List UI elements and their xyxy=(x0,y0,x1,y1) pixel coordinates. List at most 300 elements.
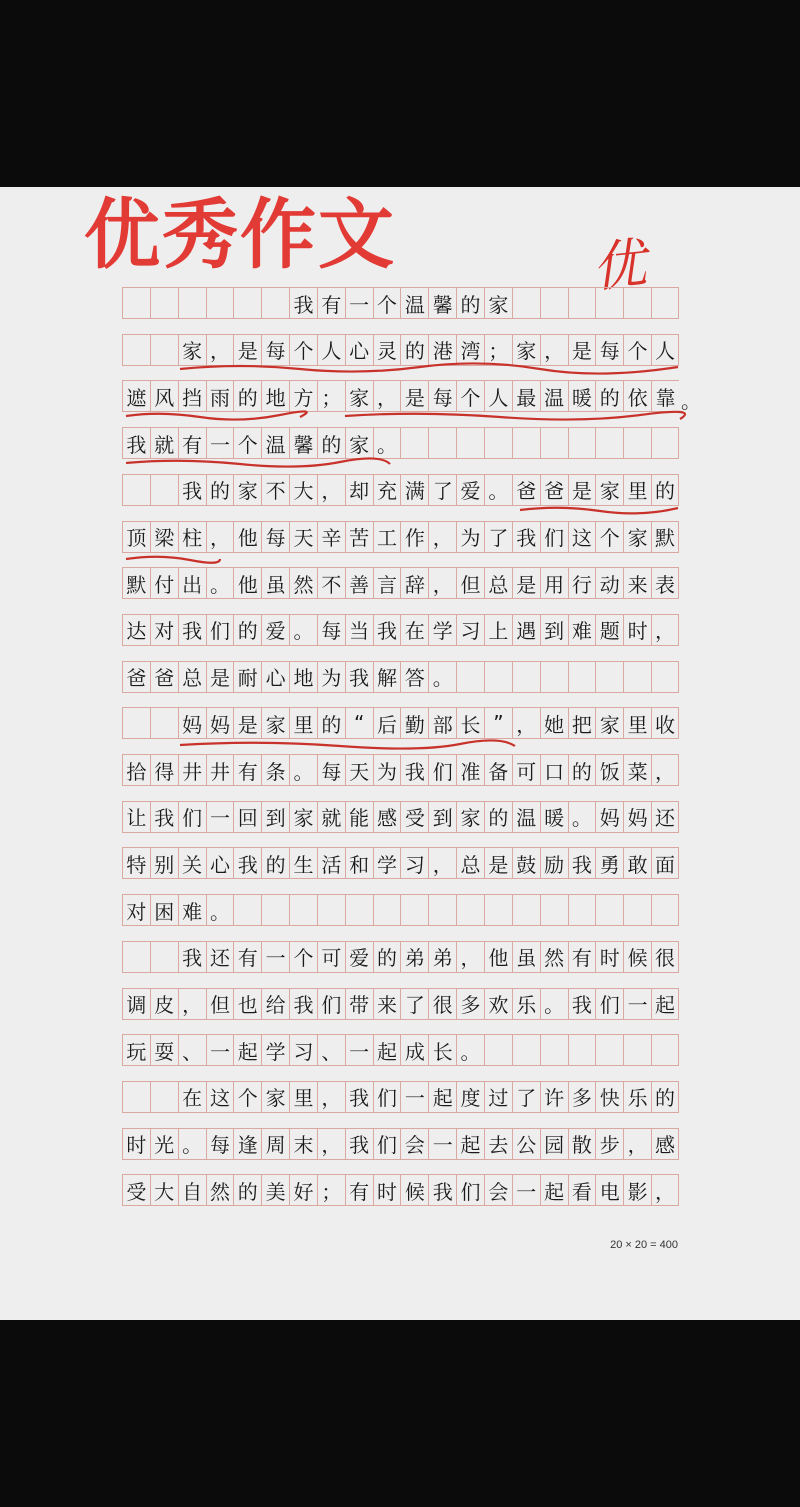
grid-cell: 。 xyxy=(206,895,234,925)
grid-cell: 为 xyxy=(317,662,345,692)
grid-cell: 学 xyxy=(373,848,401,878)
grid-cell: 时 xyxy=(623,615,651,645)
grid-cell xyxy=(122,475,150,505)
grid-cell: 后 xyxy=(373,708,401,738)
grid-cell: 默 xyxy=(122,568,150,598)
grid-cell xyxy=(150,708,178,738)
grid-cell: 行 xyxy=(568,568,596,598)
grid-cell: 天 xyxy=(345,755,373,785)
grid-cell: 的 xyxy=(233,381,261,411)
grid-cell: 在 xyxy=(178,1082,206,1112)
grid-cell xyxy=(206,288,234,318)
grid-cell: 口 xyxy=(540,755,568,785)
grid-cell: 耍 xyxy=(150,1035,178,1065)
grid-cell: 们 xyxy=(595,989,623,1019)
grid-cell: 温 xyxy=(261,428,289,458)
grid-cell: 感 xyxy=(651,1129,679,1159)
grid-cell: 出 xyxy=(178,568,206,598)
grid-cell: 上 xyxy=(484,615,512,645)
grid-cell: 起 xyxy=(428,1082,456,1112)
text-row xyxy=(122,380,701,414)
essay-paper xyxy=(0,187,800,1320)
grid-cell: 井 xyxy=(178,755,206,785)
grid-cell: 个 xyxy=(233,1082,261,1112)
text-row xyxy=(122,614,679,646)
grid-cell: 人 xyxy=(484,381,512,411)
grid-cell: ， xyxy=(456,942,484,972)
grid-cell: 给 xyxy=(261,989,289,1019)
grid-cell: 散 xyxy=(568,1129,596,1159)
grid-cell: 了 xyxy=(512,1082,540,1112)
grid-cell xyxy=(456,895,484,925)
grid-cell xyxy=(623,288,651,318)
grid-cell: 虽 xyxy=(261,568,289,598)
grade-mark: 优 xyxy=(588,231,650,300)
grid-cell: 的 xyxy=(373,942,401,972)
grid-cell: 会 xyxy=(400,1129,428,1159)
grid-cell xyxy=(540,662,568,692)
grid-cell: 每 xyxy=(317,615,345,645)
grid-cell: 一 xyxy=(261,942,289,972)
grid-cell: 特 xyxy=(122,848,150,878)
grid-cell: 和 xyxy=(345,848,373,878)
grid-cell: 家 xyxy=(623,522,651,552)
grid-cell: 自 xyxy=(178,1175,206,1205)
grid-cell: 成 xyxy=(400,1035,428,1065)
grid-cell xyxy=(122,1082,150,1112)
grid-cell xyxy=(595,1035,623,1065)
grid-cell: 。 xyxy=(428,662,456,692)
grid-cell xyxy=(150,475,178,505)
grid-cell xyxy=(512,895,540,925)
grid-cell: 部 xyxy=(428,708,456,738)
grid-cell: 们 xyxy=(317,989,345,1019)
grid-cell xyxy=(150,942,178,972)
grid-cell xyxy=(122,708,150,738)
grid-cell: 苦 xyxy=(345,522,373,552)
grid-cell: 妈 xyxy=(178,708,206,738)
grid-cell: 地 xyxy=(289,662,317,692)
grid-cell: 题 xyxy=(595,615,623,645)
grid-cell: 不 xyxy=(261,475,289,505)
grid-cell: 条 xyxy=(261,755,289,785)
grid-cell: 的 xyxy=(484,802,512,832)
grid-cell: 爸 xyxy=(150,662,178,692)
grid-cell: 受 xyxy=(122,1175,150,1205)
grid-cell: 在 xyxy=(400,615,428,645)
grid-cell: 每 xyxy=(261,335,289,365)
grid-cell: 很 xyxy=(651,942,679,972)
grid-cell: 我 xyxy=(289,989,317,1019)
grid-cell: 爱 xyxy=(345,942,373,972)
grid-cell: 家 xyxy=(233,475,261,505)
grid-cell: 每 xyxy=(206,1129,234,1159)
grid-cell: 起 xyxy=(651,989,679,1019)
grid-cell: 们 xyxy=(373,1129,401,1159)
grid-cell: 。 xyxy=(178,1129,206,1159)
grid-cell: 长 xyxy=(456,708,484,738)
grid-cell: 心 xyxy=(206,848,234,878)
grid-cell: 用 xyxy=(540,568,568,598)
grid-cell xyxy=(595,288,623,318)
grid-cell: 好 xyxy=(289,1175,317,1205)
text-row xyxy=(122,754,679,786)
grid-cell xyxy=(484,1035,512,1065)
grid-cell: 了 xyxy=(400,989,428,1019)
grid-cell: 妈 xyxy=(595,802,623,832)
grid-cell: 度 xyxy=(456,1082,484,1112)
grid-cell: 暖 xyxy=(540,802,568,832)
grid-cell: 依 xyxy=(623,381,651,411)
grid-cell xyxy=(289,895,317,925)
grid-cell: 把 xyxy=(568,708,596,738)
grid-cell: ， xyxy=(317,1082,345,1112)
grid-cell: 表 xyxy=(651,568,679,598)
text-row xyxy=(122,334,679,366)
grid-cell: 们 xyxy=(540,522,568,552)
text-row xyxy=(122,941,679,973)
grid-cell xyxy=(540,428,568,458)
grid-cell: 关 xyxy=(178,848,206,878)
grid-cell: 为 xyxy=(456,522,484,552)
grid-cell: 港 xyxy=(428,335,456,365)
grid-cell: 们 xyxy=(428,755,456,785)
grid-cell: 可 xyxy=(512,755,540,785)
grid-cell: 答 xyxy=(400,662,428,692)
grid-cell: 感 xyxy=(373,802,401,832)
text-row xyxy=(122,801,679,833)
grid-cell: 家 xyxy=(512,335,540,365)
text-row xyxy=(122,521,679,553)
grid-cell: 拾 xyxy=(122,755,150,785)
grid-cell xyxy=(623,662,651,692)
grid-cell xyxy=(261,288,289,318)
grid-cell xyxy=(122,288,150,318)
grid-cell xyxy=(345,895,373,925)
grid-cell: 学 xyxy=(261,1035,289,1065)
grid-cell: 心 xyxy=(345,335,373,365)
grid-cell: ， xyxy=(651,1175,679,1205)
grid-cell: 满 xyxy=(400,475,428,505)
grid-count: 20 × 20 = 400 xyxy=(610,1239,678,1251)
grid-cell: 的 xyxy=(400,335,428,365)
grid-cell: 里 xyxy=(623,708,651,738)
manuscript-grid xyxy=(122,287,701,1222)
grid-cell: 是 xyxy=(484,848,512,878)
grid-cell xyxy=(233,895,261,925)
grid-cell: 不 xyxy=(317,568,345,598)
grid-cell: 为 xyxy=(373,755,401,785)
grid-cell: 遇 xyxy=(512,615,540,645)
grid-cell: 。 xyxy=(484,475,512,505)
grid-cell: 是 xyxy=(233,335,261,365)
grid-cell: 暖 xyxy=(568,381,596,411)
grid-cell: 大 xyxy=(150,1175,178,1205)
grid-cell xyxy=(568,428,596,458)
grid-cell xyxy=(512,662,540,692)
grid-cell: 、 xyxy=(317,1035,345,1065)
text-row xyxy=(122,474,679,506)
grid-cell: 挡 xyxy=(178,381,206,411)
grid-cell: ， xyxy=(428,568,456,598)
grid-cell: 总 xyxy=(456,848,484,878)
grid-cell xyxy=(568,1035,596,1065)
title-char: 馨 xyxy=(428,288,456,318)
grid-cell: 勇 xyxy=(595,848,623,878)
grid-cell: 雨 xyxy=(206,381,234,411)
grid-cell: 作 xyxy=(400,522,428,552)
grid-cell: 他 xyxy=(233,522,261,552)
grid-cell: ， xyxy=(317,475,345,505)
grid-cell: 受 xyxy=(400,802,428,832)
grid-cell: 困 xyxy=(150,895,178,925)
text-row xyxy=(122,427,679,459)
grid-cell: 的 xyxy=(261,848,289,878)
title-char: 个 xyxy=(373,288,401,318)
text-row xyxy=(122,567,679,599)
grid-cell: 心 xyxy=(261,662,289,692)
grid-cell xyxy=(400,895,428,925)
grid-cell: ， xyxy=(540,335,568,365)
grid-cell: 弟 xyxy=(400,942,428,972)
grid-cell: 乐 xyxy=(623,1082,651,1112)
grid-cell: 得 xyxy=(150,755,178,785)
grid-cell: 最 xyxy=(512,381,540,411)
grid-cell xyxy=(373,895,401,925)
grid-cell: 们 xyxy=(206,615,234,645)
grid-cell: 家 xyxy=(289,802,317,832)
grid-cell: 勤 xyxy=(400,708,428,738)
grid-cell: 井 xyxy=(206,755,234,785)
grid-cell: 是 xyxy=(233,708,261,738)
grid-cell: 有 xyxy=(233,755,261,785)
grid-cell: 一 xyxy=(206,1035,234,1065)
grid-cell: 还 xyxy=(206,942,234,972)
title-char: 家 xyxy=(484,288,512,318)
grid-cell: 家 xyxy=(345,381,373,411)
grid-cell xyxy=(484,428,512,458)
grid-cell: 。 xyxy=(373,428,401,458)
grid-cell: 虽 xyxy=(512,942,540,972)
grid-cell: ； xyxy=(317,381,345,411)
grid-cell: 的 xyxy=(568,755,596,785)
grid-cell: 家 xyxy=(261,708,289,738)
grid-cell: ， xyxy=(428,522,456,552)
grid-cell: 回 xyxy=(233,802,261,832)
text-row xyxy=(122,894,679,926)
grid-cell xyxy=(623,1035,651,1065)
text-row xyxy=(122,988,679,1020)
grid-cell: 时 xyxy=(373,1175,401,1205)
grid-cell: 去 xyxy=(484,1129,512,1159)
grid-cell: 长 xyxy=(428,1035,456,1065)
grid-cell: 家 xyxy=(345,428,373,458)
grid-cell xyxy=(623,428,651,458)
grid-cell: 面 xyxy=(651,848,679,878)
grid-cell: 我 xyxy=(400,755,428,785)
grid-cell: 爱 xyxy=(261,615,289,645)
grid-cell: 是 xyxy=(568,475,596,505)
grid-cell: 一 xyxy=(206,802,234,832)
grid-cell: ， xyxy=(206,522,234,552)
grid-cell: 饭 xyxy=(595,755,623,785)
grid-cell: 弟 xyxy=(428,942,456,972)
grid-cell: 辞 xyxy=(400,568,428,598)
grid-cell: 逢 xyxy=(233,1129,261,1159)
grid-cell: 我 xyxy=(345,1129,373,1159)
grid-cell xyxy=(317,895,345,925)
grid-cell xyxy=(651,1035,679,1065)
grid-cell xyxy=(651,662,679,692)
grid-cell: 周 xyxy=(261,1129,289,1159)
grid-cell: ， xyxy=(623,1129,651,1159)
grid-cell: 善 xyxy=(345,568,373,598)
grid-cell xyxy=(456,662,484,692)
grid-cell: 对 xyxy=(122,895,150,925)
grid-cell: 让 xyxy=(122,802,150,832)
grid-cell: 辛 xyxy=(317,522,345,552)
overflow-punctuation: 。 xyxy=(681,389,701,414)
title-char: 有 xyxy=(317,288,345,318)
grid-cell xyxy=(595,895,623,925)
grid-cell: 。 xyxy=(456,1035,484,1065)
grid-cell: 欢 xyxy=(484,989,512,1019)
grid-cell: 动 xyxy=(595,568,623,598)
grid-cell: 个 xyxy=(233,428,261,458)
grid-cell: 人 xyxy=(651,335,679,365)
grid-cell: 起 xyxy=(233,1035,261,1065)
grid-cell: 每 xyxy=(317,755,345,785)
grid-cell: 难 xyxy=(178,895,206,925)
grid-cell: 爸 xyxy=(122,662,150,692)
grid-cell xyxy=(428,895,456,925)
grid-cell: 言 xyxy=(373,568,401,598)
grid-cell xyxy=(178,288,206,318)
grid-cell: ， xyxy=(373,381,401,411)
grid-cell: 快 xyxy=(595,1082,623,1112)
title-row xyxy=(122,287,679,319)
text-row xyxy=(122,1174,679,1206)
grid-cell: 有 xyxy=(233,942,261,972)
grid-cell xyxy=(122,335,150,365)
grid-cell: 可 xyxy=(317,942,345,972)
grid-cell: 多 xyxy=(568,1082,596,1112)
grid-cell: 温 xyxy=(540,381,568,411)
title-char: 温 xyxy=(400,288,428,318)
grid-cell: 电 xyxy=(595,1175,623,1205)
grid-cell: 家 xyxy=(261,1082,289,1112)
grid-cell: 默 xyxy=(651,522,679,552)
grid-cell xyxy=(651,895,679,925)
grid-cell: 美 xyxy=(261,1175,289,1205)
grid-cell: 到 xyxy=(540,615,568,645)
grid-cell xyxy=(150,1082,178,1112)
grid-cell: 的 xyxy=(206,475,234,505)
grid-cell: 每 xyxy=(595,335,623,365)
grid-cell xyxy=(233,288,261,318)
grid-cell: 还 xyxy=(651,802,679,832)
grid-cell xyxy=(400,428,428,458)
title-char: 的 xyxy=(456,288,484,318)
grid-cell: 个 xyxy=(289,942,317,972)
title-char: 我 xyxy=(289,288,317,318)
grid-cell: 菜 xyxy=(623,755,651,785)
grid-cell: 总 xyxy=(178,662,206,692)
grid-cell: 馨 xyxy=(289,428,317,458)
grid-cell: 顶 xyxy=(122,522,150,552)
grid-cell: 敢 xyxy=(623,848,651,878)
grid-cell: 会 xyxy=(484,1175,512,1205)
grid-cell: 是 xyxy=(512,568,540,598)
text-row xyxy=(122,661,679,693)
grid-cell xyxy=(568,662,596,692)
grid-cell: 是 xyxy=(568,335,596,365)
grid-cell: ， xyxy=(651,615,679,645)
grid-cell: 梁 xyxy=(150,522,178,552)
grid-cell: 温 xyxy=(512,802,540,832)
grid-cell: 起 xyxy=(373,1035,401,1065)
grid-cell: 乐 xyxy=(512,989,540,1019)
grid-cell: 来 xyxy=(373,989,401,1019)
grid-cell: 习 xyxy=(456,615,484,645)
grid-cell: 有 xyxy=(568,942,596,972)
grid-cell: 然 xyxy=(540,942,568,972)
grid-cell: 的 xyxy=(317,428,345,458)
grid-cell: 遮 xyxy=(122,381,150,411)
grid-cell: 多 xyxy=(456,989,484,1019)
grid-cell: 一 xyxy=(206,428,234,458)
grid-cell: 我 xyxy=(122,428,150,458)
grid-cell: 爸 xyxy=(540,475,568,505)
grid-cell: 许 xyxy=(540,1082,568,1112)
grid-cell: 公 xyxy=(512,1129,540,1159)
grid-cell: 习 xyxy=(400,848,428,878)
grid-cell: 这 xyxy=(568,522,596,552)
grid-cell: 的 xyxy=(317,708,345,738)
grid-cell: 备 xyxy=(484,755,512,785)
grid-cell: 达 xyxy=(122,615,150,645)
grid-cell: 爸 xyxy=(512,475,540,505)
grid-cell xyxy=(568,895,596,925)
grid-cell: 的 xyxy=(233,1175,261,1205)
grid-cell: 家 xyxy=(595,475,623,505)
grid-cell: ， xyxy=(178,989,206,1019)
grid-cell: 爱 xyxy=(456,475,484,505)
grid-cell: 是 xyxy=(400,381,428,411)
grid-cell: 们 xyxy=(178,802,206,832)
text-row xyxy=(122,1081,679,1113)
grid-cell: 我 xyxy=(373,615,401,645)
grid-cell: 光 xyxy=(150,1129,178,1159)
grid-cell: 一 xyxy=(512,1175,540,1205)
grid-cell: 方 xyxy=(289,381,317,411)
grid-cell: 习 xyxy=(289,1035,317,1065)
grid-cell: 家 xyxy=(595,708,623,738)
grid-cell: 我 xyxy=(178,942,206,972)
grid-cell: 解 xyxy=(373,662,401,692)
grid-cell xyxy=(568,288,596,318)
grid-cell: 我 xyxy=(568,848,596,878)
grid-cell: 玩 xyxy=(122,1035,150,1065)
grid-cell: 充 xyxy=(373,475,401,505)
grid-cell: “ xyxy=(345,708,373,738)
grid-cell: 是 xyxy=(206,662,234,692)
grid-cell: 收 xyxy=(651,708,679,738)
grid-cell: 工 xyxy=(373,522,401,552)
grid-cell: 。 xyxy=(568,802,596,832)
grid-cell: 的 xyxy=(651,475,679,505)
grid-cell: 。 xyxy=(289,755,317,785)
